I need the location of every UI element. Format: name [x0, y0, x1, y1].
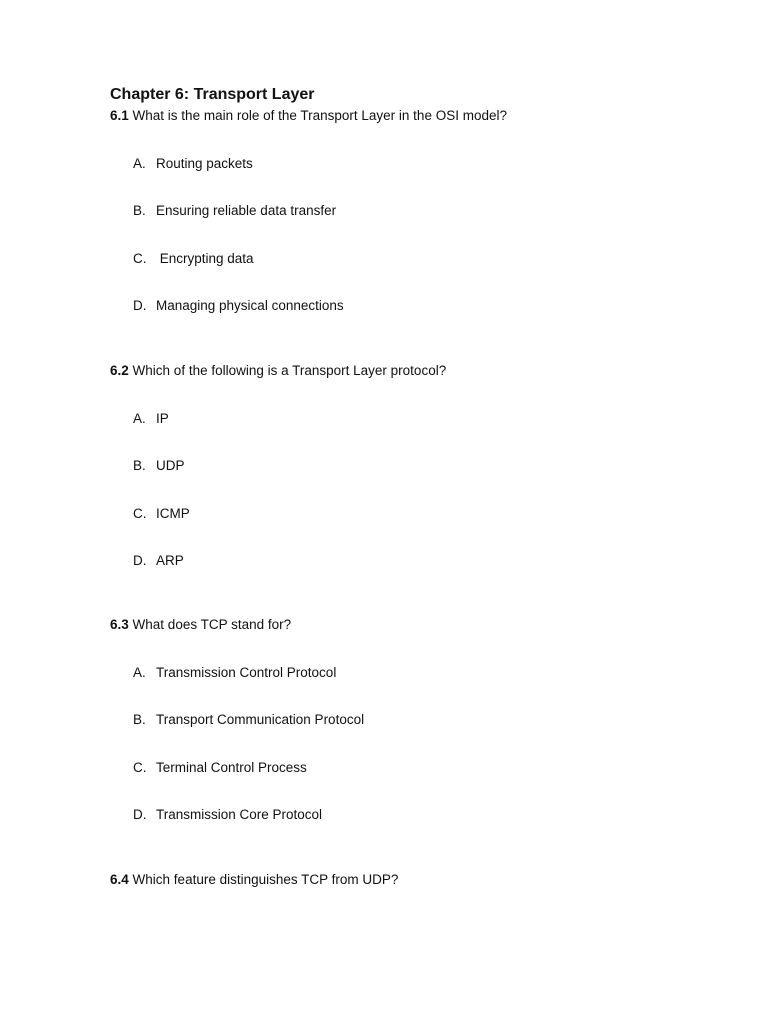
option-6-2-d — [133, 552, 184, 570]
option-text: Encrypting data — [156, 251, 254, 266]
option-6-1-d — [133, 297, 344, 315]
option-text: Transport Communication Protocol — [156, 712, 365, 727]
question-6-1 — [110, 107, 507, 125]
option-6-1-b — [133, 202, 336, 220]
question-6-4 — [110, 871, 398, 889]
question-number: 6.2 — [110, 363, 129, 378]
option-6-2-c — [133, 505, 190, 523]
option-text: ICMP — [156, 506, 190, 521]
question-6-3 — [110, 616, 291, 634]
option-letter: A. — [133, 665, 146, 680]
question-number: 6.1 — [110, 108, 129, 123]
option-6-1-c — [133, 250, 254, 268]
option-letter: B. — [133, 458, 146, 473]
question-6-2 — [110, 362, 446, 380]
option-letter: B. — [133, 712, 146, 727]
option-letter: C. — [133, 251, 147, 266]
option-letter: B. — [133, 203, 146, 218]
question-number: 6.4 — [110, 872, 129, 887]
question-text: Which feature distinguishes TCP from UDP? — [132, 872, 399, 887]
option-6-1-a — [133, 155, 253, 173]
option-letter: A. — [133, 411, 146, 426]
option-text: IP — [156, 411, 169, 426]
option-letter: D. — [133, 807, 147, 822]
option-letter: D. — [133, 298, 147, 313]
option-6-2-a — [133, 410, 169, 428]
option-letter: C. — [133, 506, 147, 521]
option-6-3-c — [133, 759, 307, 777]
option-letter: C. — [133, 760, 147, 775]
option-6-3-b — [133, 711, 364, 729]
option-6-2-b — [133, 457, 185, 475]
option-text: Routing packets — [156, 156, 253, 171]
option-text: Transmission Control Protocol — [156, 665, 337, 680]
option-text: UDP — [156, 458, 185, 473]
question-text: What is the main role of the Transport Layer in the OSI model? — [132, 108, 507, 123]
option-text: Terminal Control Process — [156, 760, 307, 775]
question-number: 6.3 — [110, 617, 129, 632]
chapter-title: Chapter 6: Transport Layer — [110, 86, 315, 103]
option-6-3-d — [133, 806, 322, 824]
option-text: Managing physical connections — [156, 298, 344, 313]
question-text: What does TCP stand for? — [132, 617, 292, 632]
option-letter: A. — [133, 156, 146, 171]
option-6-3-a — [133, 664, 336, 682]
option-text: Transmission Core Protocol — [156, 807, 323, 822]
question-text: Which of the following is a Transport Layer protocol? — [132, 363, 447, 378]
option-letter: D. — [133, 553, 147, 568]
option-text: Ensuring reliable data transfer — [156, 203, 337, 218]
option-text: ARP — [156, 553, 184, 568]
